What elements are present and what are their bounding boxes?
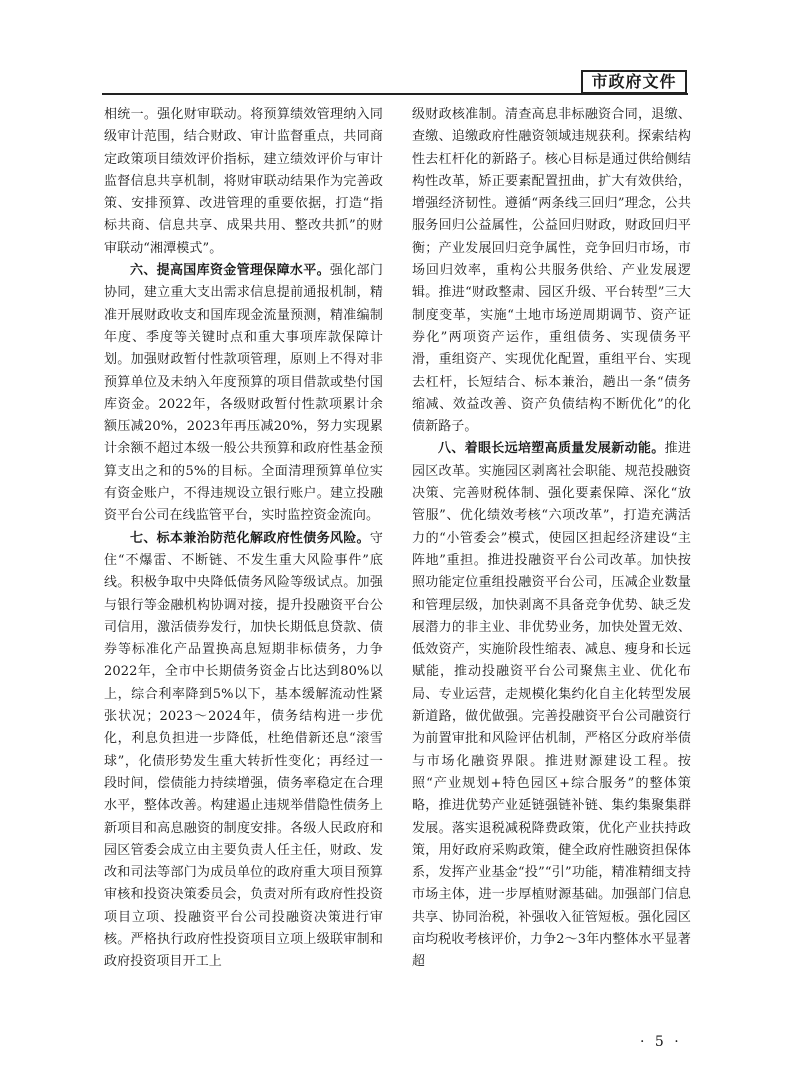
header-rule xyxy=(102,93,688,95)
left-column xyxy=(104,104,383,974)
paragraph-continued: 级财政核准制。清查高息非标融资合同，退缴、查缴、追缴政府性融资领域违规获利。探索结构性去杠杆化的新路子。核心目标是通过供给侧结构性改革，矫正要素配置扭曲，扩大有效供给，增强经济韧性。遵循“两条线三回归”理念，公共服务回归公益属性，公益回归财政，财政回归平衡；产业发展回归竞争属性，竞争回归市场，市场回归效率，重构公共服务供给、产业发展逻辑。推进“财政整肃、园区升级、平台转型”三大制度变革，实施“土地市场逆周期调节、资产证券化”两项资产运作，重组债务、实现债务平滑，重组资产、实现优化配置，重组平台、实现去杠杆，长短结合、标本兼治，趟出一条“债务缩减、效益改善、资产负债结构不断优化”的化债新路子。 xyxy=(412,107,691,435)
section-8-heading: 八、着眼长远培塑高质量发展新动能。 xyxy=(438,441,665,457)
section-6-body: 强化部门协同，建立重大支出需求信息提前通报机制，精准开展财政收支和国库现金流量预测，精准编制年度、季度等关键时点和重大事项库款保障计划。加强财政暂付性款项管理，原则上不得对非预算单位及未纳入年度预算的项目借款或垫付国库资金。2022年，各级财政暂付性款项累计余额压减20%，2023年再压减20%，努力实现累计余额不超过本级一般公共预算和政府性基金预算支出之和的5%的目标。全面清理预算单位实有资金账户，不得违规设立银行账户。建立投融资平台公司在线监管平台，实时监控资金流向。 xyxy=(104,263,383,524)
section-6-heading: 六、提高国库资金管理保障水平。 xyxy=(130,263,330,279)
section-7 xyxy=(104,528,383,974)
section-8-body: 推进园区改革。实施园区剥离社会职能、规范投融资决策、完善财税体制、强化要素保障、深化“放管服”、优化绩效考核“六项改革”，打造充满活力的“小管委会”模式，使园区担起经济建设“主阵地”重担。推进投融资平台公司改革。加快按照功能定位重组投融资平台公司，压减企业数量和管理层级，加快剥离不具备竞争优势、缺乏发展潜力的非主业、非优势业务，加快处置无效、低效资产，实施阶段性缩表、减息、瘦身和长远赋能，推动投融资平台公司聚焦主业、优化布局、专业运营，走规模化集约化自主化转型发展新道路，做优做强。完善投融资平台公司融资行为前置审批和风险评估机制，严格区分政府举债与市场化融资界限。推进财源建设工程。按照“产业规划+特色园区+综合服务”的整体策略，推进优势产业延链强链补链、集约集聚集群发展。落实退税减税降费政策，优化产业扶持政策，用好政府采购政策，健全政府性融资担保体系，发挥产业基金“投”“引”功能，精准精细支持市场主体，进一步厚植财源基础。加强部门信息共享、协同治税，补强收入征管短板。强化园区亩均税收考核评价，力争2～3年内整体水平显著超 xyxy=(412,441,692,970)
section-8 xyxy=(412,438,691,973)
right-column xyxy=(412,104,691,974)
section-label: 市政府文件 xyxy=(581,70,687,94)
section-7-body: 守住“不爆雷、不断链、不发生重大风险事件”底线。积极争取中央降低债务风险等级试点。加强与银行等金融机构协调对接，提升投融资平台公司信用，激活债券发行，加快长期低息贷款、债券等标准化产品置换高息短期非标债务，力争2022年，全市中长期债务资金占比达到80%以上，综合利率降到5%以下，基本缓解流动性紧张状况；2023～2024年，债务结构进一步优化，利息负担进一步降低，杜绝借新还息“滚雪球”，化债形势发生重大转折性变化；再经过一段时间，偿债能力持续增强，债务率稳定在合理水平，整体改善。构建遏止违规举借隐性债务上新项目和高息融资的制度安排。各级人民政府和园区管委会成立由主要负责人任主任，财政、发改和司法等部门为成员单位的政府重大项目预算审核和投资决策委员会，负责对所有政府性投资项目立项、投融资平台公司投融资决策进行审核。严格执行政府性投资项目立项上级联审制和政府投资项目开工上 xyxy=(104,530,383,970)
section-7-heading: 七、标本兼治防范化解政府性债务风险。 xyxy=(130,530,370,546)
paragraph-intro: 相统一。强化财审联动。将预算绩效管理纳入同级审计范围，结合财政、审计监督重点，共同商定政策项目绩效评价指标，建立绩效评价与审计监督信息共享机制，将财审联动结果作为完善政策、安排预算、改进管理的重要依据，打造“指标共商、信息共享、成果共用、整改共抓”的财审联动“湘潭模式”。 xyxy=(104,107,383,256)
section-6 xyxy=(104,260,383,528)
page-number: · 5 · xyxy=(640,1034,682,1050)
